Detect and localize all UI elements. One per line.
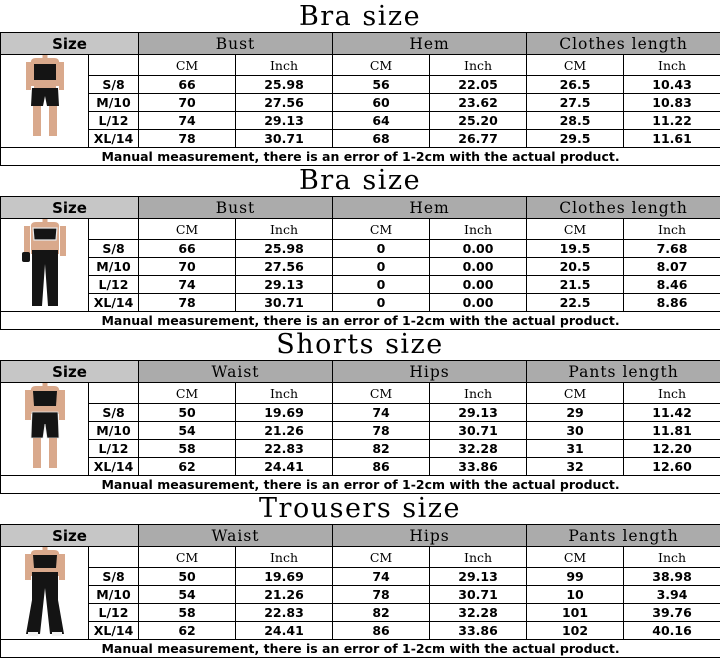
unit-row [1,547,720,568]
table-row [1,76,720,94]
table-row [1,258,720,276]
value-cell: 10 [527,586,624,604]
value-cell: 12.20 [624,440,720,458]
measure-group-header: Waist [139,361,333,383]
table-row [1,568,720,586]
value-cell: 22.83 [236,440,333,458]
size-chart [0,328,720,492]
value-cell: 78 [333,586,430,604]
value-cell: 33.86 [430,622,527,640]
value-cell: 70 [139,258,236,276]
value-cell: 0 [333,240,430,258]
value-cell: 19.69 [236,404,333,422]
unit-cm: CM [139,547,236,568]
value-cell: 0.00 [430,240,527,258]
unit-cm: CM [333,547,430,568]
value-cell: 58 [139,604,236,622]
size-header-cell [1,33,139,55]
value-cell: 29.13 [236,276,333,294]
table-row [1,586,720,604]
value-cell: 25.98 [236,240,333,258]
value-cell: 0 [333,294,430,312]
value-cell: 28.5 [527,112,624,130]
table-row [1,604,720,622]
value-cell: 26.5 [527,76,624,94]
size-cell: XL/14 [89,130,139,148]
measurement-note: Manual measurement, there is an error of 1-2cm with the actual product. [1,640,720,658]
value-cell: 64 [333,112,430,130]
value-cell: 74 [333,404,430,422]
measure-group-header: Clothes length [527,33,720,55]
value-cell: 11.61 [624,130,720,148]
unit-blank-cell [89,55,139,76]
size-cell: L/12 [89,276,139,294]
unit-inch: Inch [236,547,333,568]
value-cell: 39.76 [624,604,720,622]
value-cell: 74 [139,276,236,294]
value-cell: 50 [139,404,236,422]
measure-group-header: Pants length [527,361,720,383]
header-row [1,197,720,219]
unit-inch: Inch [236,219,333,240]
value-cell: 50 [139,568,236,586]
unit-cm: CM [139,55,236,76]
size-cell: M/10 [89,586,139,604]
value-cell: 20.5 [527,258,624,276]
value-cell: 22.83 [236,604,333,622]
unit-inch: Inch [430,55,527,76]
value-cell: 38.98 [624,568,720,586]
value-cell: 78 [333,422,430,440]
unit-inch: Inch [430,383,527,404]
value-cell: 62 [139,622,236,640]
value-cell: 29.13 [430,404,527,422]
note-row [1,148,720,166]
product-photo-cell [1,219,89,312]
size-cell: L/12 [89,112,139,130]
size-table [0,360,720,494]
chart-title: Shorts size [0,328,720,360]
unit-row [1,383,720,404]
value-cell: 82 [333,604,430,622]
value-cell: 58 [139,440,236,458]
note-row [1,312,720,330]
value-cell: 11.22 [624,112,720,130]
unit-inch: Inch [624,547,720,568]
measure-group-header: Hem [333,33,527,55]
value-cell: 10.43 [624,76,720,94]
value-cell: 66 [139,240,236,258]
value-cell: 11.81 [624,422,720,440]
value-cell: 23.62 [430,94,527,112]
value-cell: 19.5 [527,240,624,258]
value-cell: 78 [139,130,236,148]
table-row [1,130,720,148]
value-cell: 54 [139,422,236,440]
value-cell: 62 [139,458,236,476]
value-cell: 30.71 [236,130,333,148]
value-cell: 22.05 [430,76,527,94]
size-header-label: Size [52,199,87,217]
size-cell: S/8 [89,568,139,586]
measure-group-header: Clothes length [527,197,720,219]
table-row [1,440,720,458]
value-cell: 30.71 [430,586,527,604]
value-cell: 0.00 [430,258,527,276]
value-cell: 29.13 [236,112,333,130]
chart-title: Bra size [0,0,720,32]
unit-blank-cell [89,219,139,240]
value-cell: 30.71 [430,422,527,440]
value-cell: 101 [527,604,624,622]
size-chart [0,492,720,656]
value-cell: 25.98 [236,76,333,94]
value-cell: 31 [527,440,624,458]
header-row [1,361,720,383]
size-header-label: Size [52,527,87,545]
unit-inch: Inch [430,547,527,568]
size-cell: S/8 [89,240,139,258]
size-header-cell [1,361,139,383]
product-photo-cell [1,547,89,640]
value-cell: 24.41 [236,622,333,640]
value-cell: 11.42 [624,404,720,422]
value-cell: 29 [527,404,624,422]
note-row [1,640,720,658]
unit-cm: CM [333,219,430,240]
measure-group-header: Pants length [527,525,720,547]
value-cell: 3.94 [624,586,720,604]
table-row [1,276,720,294]
value-cell: 32.28 [430,604,527,622]
value-cell: 26.77 [430,130,527,148]
measurement-note: Manual measurement, there is an error of 1-2cm with the actual product. [1,312,720,330]
value-cell: 78 [139,294,236,312]
unit-cm: CM [333,383,430,404]
unit-inch: Inch [624,55,720,76]
size-cell: M/10 [89,422,139,440]
size-cell: XL/14 [89,294,139,312]
value-cell: 40.16 [624,622,720,640]
unit-inch: Inch [624,219,720,240]
value-cell: 68 [333,130,430,148]
size-header-cell [1,525,139,547]
product-photo-cell [1,383,89,476]
unit-blank-cell [89,383,139,404]
unit-inch: Inch [624,383,720,404]
table-row [1,422,720,440]
table-row [1,94,720,112]
size-cell: XL/14 [89,622,139,640]
measure-group-header: Hips [333,525,527,547]
size-header-label: Size [52,363,87,381]
unit-cm: CM [527,219,624,240]
value-cell: 74 [333,568,430,586]
shorts-model-photo-icon [1,383,89,475]
table-row [1,458,720,476]
value-cell: 30 [527,422,624,440]
value-cell: 7.68 [624,240,720,258]
value-cell: 0 [333,258,430,276]
value-cell: 24.41 [236,458,333,476]
sports-bra-model-photo-icon [1,219,89,311]
value-cell: 54 [139,586,236,604]
value-cell: 27.5 [527,94,624,112]
value-cell: 8.07 [624,258,720,276]
measure-group-header: Bust [139,197,333,219]
product-photo-cell [1,55,89,148]
value-cell: 27.56 [236,94,333,112]
value-cell: 86 [333,622,430,640]
value-cell: 30.71 [236,294,333,312]
size-cell: XL/14 [89,458,139,476]
value-cell: 32.28 [430,440,527,458]
value-cell: 19.69 [236,568,333,586]
table-row [1,404,720,422]
value-cell: 10.83 [624,94,720,112]
unit-cm: CM [139,383,236,404]
value-cell: 32 [527,458,624,476]
table-row [1,294,720,312]
value-cell: 0.00 [430,294,527,312]
size-cell: M/10 [89,258,139,276]
value-cell: 12.60 [624,458,720,476]
size-header-cell [1,197,139,219]
value-cell: 99 [527,568,624,586]
unit-cm: CM [139,219,236,240]
value-cell: 21.5 [527,276,624,294]
value-cell: 22.5 [527,294,624,312]
value-cell: 29.13 [430,568,527,586]
table-row [1,622,720,640]
tank-top-model-photo-icon [1,55,89,147]
unit-cm: CM [527,55,624,76]
unit-cm: CM [527,547,624,568]
measure-group-header: Bust [139,33,333,55]
size-cell: L/12 [89,604,139,622]
size-table [0,32,720,166]
value-cell: 60 [333,94,430,112]
value-cell: 0 [333,276,430,294]
header-row [1,525,720,547]
header-row [1,33,720,55]
value-cell: 29.5 [527,130,624,148]
unit-cm: CM [333,55,430,76]
size-chart [0,164,720,328]
chart-title: Trousers size [0,492,720,524]
size-cell: L/12 [89,440,139,458]
unit-row [1,55,720,76]
value-cell: 21.26 [236,586,333,604]
value-cell: 33.86 [430,458,527,476]
size-chart [0,0,720,164]
unit-row [1,219,720,240]
unit-inch: Inch [236,383,333,404]
size-cell: S/8 [89,76,139,94]
value-cell: 21.26 [236,422,333,440]
measurement-note: Manual measurement, there is an error of 1-2cm with the actual product. [1,148,720,166]
chart-title: Bra size [0,164,720,196]
value-cell: 25.20 [430,112,527,130]
table-row [1,112,720,130]
flared-trousers-model-photo-icon [1,547,89,639]
size-cell: S/8 [89,404,139,422]
unit-blank-cell [89,547,139,568]
value-cell: 8.86 [624,294,720,312]
value-cell: 0.00 [430,276,527,294]
size-table [0,196,720,330]
value-cell: 74 [139,112,236,130]
note-row [1,476,720,494]
value-cell: 86 [333,458,430,476]
value-cell: 27.56 [236,258,333,276]
value-cell: 70 [139,94,236,112]
size-header-label: Size [52,35,87,53]
measure-group-header: Waist [139,525,333,547]
size-table [0,524,720,658]
value-cell: 66 [139,76,236,94]
value-cell: 102 [527,622,624,640]
value-cell: 82 [333,440,430,458]
unit-cm: CM [527,383,624,404]
value-cell: 56 [333,76,430,94]
size-cell: M/10 [89,94,139,112]
unit-inch: Inch [430,219,527,240]
unit-inch: Inch [236,55,333,76]
measurement-note: Manual measurement, there is an error of 1-2cm with the actual product. [1,476,720,494]
measure-group-header: Hem [333,197,527,219]
value-cell: 8.46 [624,276,720,294]
table-row [1,240,720,258]
measure-group-header: Hips [333,361,527,383]
